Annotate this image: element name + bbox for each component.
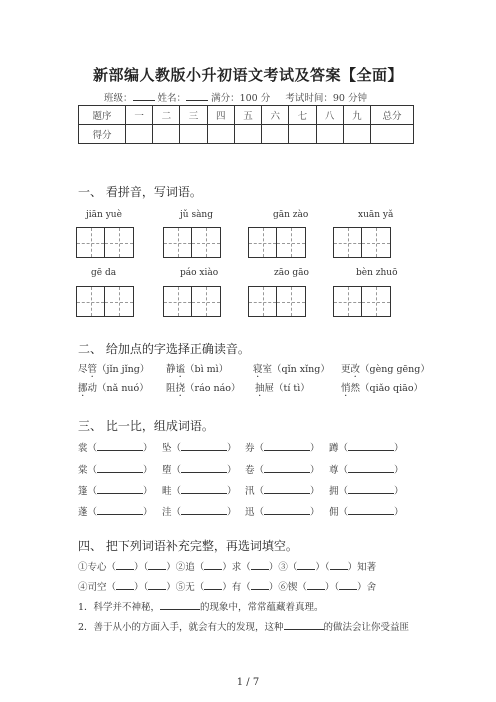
score-table	[78, 105, 414, 144]
score-cell[interactable]	[126, 125, 153, 144]
reading-choice[interactable]: 更改（gèng gēng）	[341, 364, 430, 375]
reading-choice[interactable]: 抽屉（tí tì）	[255, 383, 310, 394]
pinyin-label: páo xiào	[180, 268, 219, 278]
header-cell: 总分	[371, 106, 414, 125]
exam-info	[104, 90, 367, 104]
writing-grid[interactable]	[163, 286, 221, 317]
pinyin-label: gān zào	[273, 210, 309, 220]
compare-item[interactable]: 佣（ ）	[329, 507, 404, 518]
compare-item[interactable]: 卷（ ）	[245, 465, 320, 476]
compare-item[interactable]: 畦（ ）	[162, 486, 237, 497]
reading-choice[interactable]: 挪动（nǎ nuó）	[78, 383, 149, 394]
fill-question-1[interactable]: 1．科学并不神秘， 的现象中，常常蕴藏着真理。	[78, 602, 324, 613]
score-cell[interactable]	[153, 125, 180, 144]
section-3-heading: 三、 比一比，组成词语。	[78, 419, 214, 433]
fill-question-2[interactable]: 2．善于从小的方面入手，就会有大的发现，这种 的做法会让你受益匪	[78, 622, 410, 633]
class-label: 班级：	[104, 93, 133, 104]
score-cell[interactable]	[207, 125, 234, 144]
name-blank	[186, 91, 208, 101]
name-label: 姓名：	[157, 93, 187, 104]
writing-grid[interactable]	[333, 286, 391, 317]
score-cell[interactable]	[371, 125, 414, 144]
header-cell: 一	[126, 106, 153, 125]
header-cell: 九	[343, 106, 370, 125]
score-row-label: 得分	[79, 125, 126, 144]
score-cell[interactable]	[234, 125, 261, 144]
section-4-heading: 四、 把下列词语补充完整，再选词填空。	[78, 539, 298, 553]
compare-item[interactable]: 蓬（ ）	[78, 507, 153, 518]
header-cell: 三	[180, 106, 207, 125]
compare-item[interactable]: 篷（ ）	[78, 486, 153, 497]
header-cell: 二	[153, 106, 180, 125]
score-value-row	[79, 125, 414, 144]
pinyin-label: jiān yuè	[86, 210, 122, 220]
header-cell: 八	[316, 106, 343, 125]
compare-item[interactable]: 堕（ ）	[162, 465, 237, 476]
score-header-row	[79, 106, 414, 125]
idiom-line-2[interactable]: ④司空（ ）（ ）⑤无（ ）有（ ）⑥锲（ ）（ ）舍	[78, 582, 377, 593]
header-cell: 五	[234, 106, 261, 125]
reading-choice[interactable]: 悄然（qiǎo qiāo）	[341, 383, 424, 394]
header-cell: 六	[262, 106, 289, 125]
writing-grid[interactable]	[248, 286, 306, 317]
exam-time: 考试时间：90 分钟	[285, 93, 367, 104]
compare-item[interactable]: 裳（ ）	[78, 443, 153, 454]
writing-grid[interactable]	[76, 227, 134, 258]
header-cell: 七	[289, 106, 316, 125]
pinyin-label: bèn zhuō	[356, 268, 398, 278]
pinyin-label: zāo gāo	[274, 268, 309, 278]
writing-grid[interactable]	[333, 227, 391, 258]
writing-grid[interactable]	[76, 286, 134, 317]
idiom-line-1[interactable]: ①专心（ ）（ ）②追（ ）求（ ）③（ ）（ ）知著	[78, 562, 377, 573]
compare-item[interactable]: 棠（ ）	[78, 465, 153, 476]
full-score: 满分：100 分	[211, 93, 271, 104]
page-number: 1 / 7	[236, 677, 260, 688]
reading-choice[interactable]: 寝室（qǐn xǐng）	[253, 364, 330, 375]
score-cell[interactable]	[316, 125, 343, 144]
score-cell[interactable]	[343, 125, 370, 144]
writing-grid[interactable]	[248, 227, 306, 258]
reading-choice[interactable]: 尽管（jǐn jǐng）	[78, 364, 150, 375]
page-title: 新部编人教版小升初语文考试及答案【全面】	[92, 66, 403, 84]
pinyin-label: jǔ sàng	[180, 210, 213, 220]
compare-item[interactable]: 蹲（ ）	[329, 443, 404, 454]
score-cell[interactable]	[262, 125, 289, 144]
writing-grid[interactable]	[163, 227, 221, 258]
compare-item[interactable]: 坠（ ）	[162, 443, 237, 454]
reading-choice[interactable]: 阻挠（ráo náo）	[166, 383, 241, 394]
class-blank	[133, 91, 155, 101]
compare-item[interactable]: 拥（ ）	[329, 486, 404, 497]
header-cell: 四	[207, 106, 234, 125]
compare-item[interactable]: 迅（ ）	[245, 507, 320, 518]
compare-item[interactable]: 洼（ ）	[162, 507, 237, 518]
compare-item[interactable]: 汛（ ）	[245, 486, 320, 497]
pinyin-label: gē da	[91, 268, 117, 278]
section-2-heading: 二、 给加点的字选择正确读音。	[78, 342, 250, 356]
reading-choice[interactable]: 静谧（bì mì）	[166, 364, 229, 375]
header-cell: 题序	[79, 106, 126, 125]
compare-item[interactable]: 尊（ ）	[329, 465, 404, 476]
pinyin-label: xuān yǎ	[358, 210, 394, 220]
score-cell[interactable]	[180, 125, 207, 144]
score-cell[interactable]	[289, 125, 316, 144]
compare-item[interactable]: 券（ ）	[245, 443, 320, 454]
section-1-heading: 一、 看拼音，写词语。	[78, 185, 202, 199]
